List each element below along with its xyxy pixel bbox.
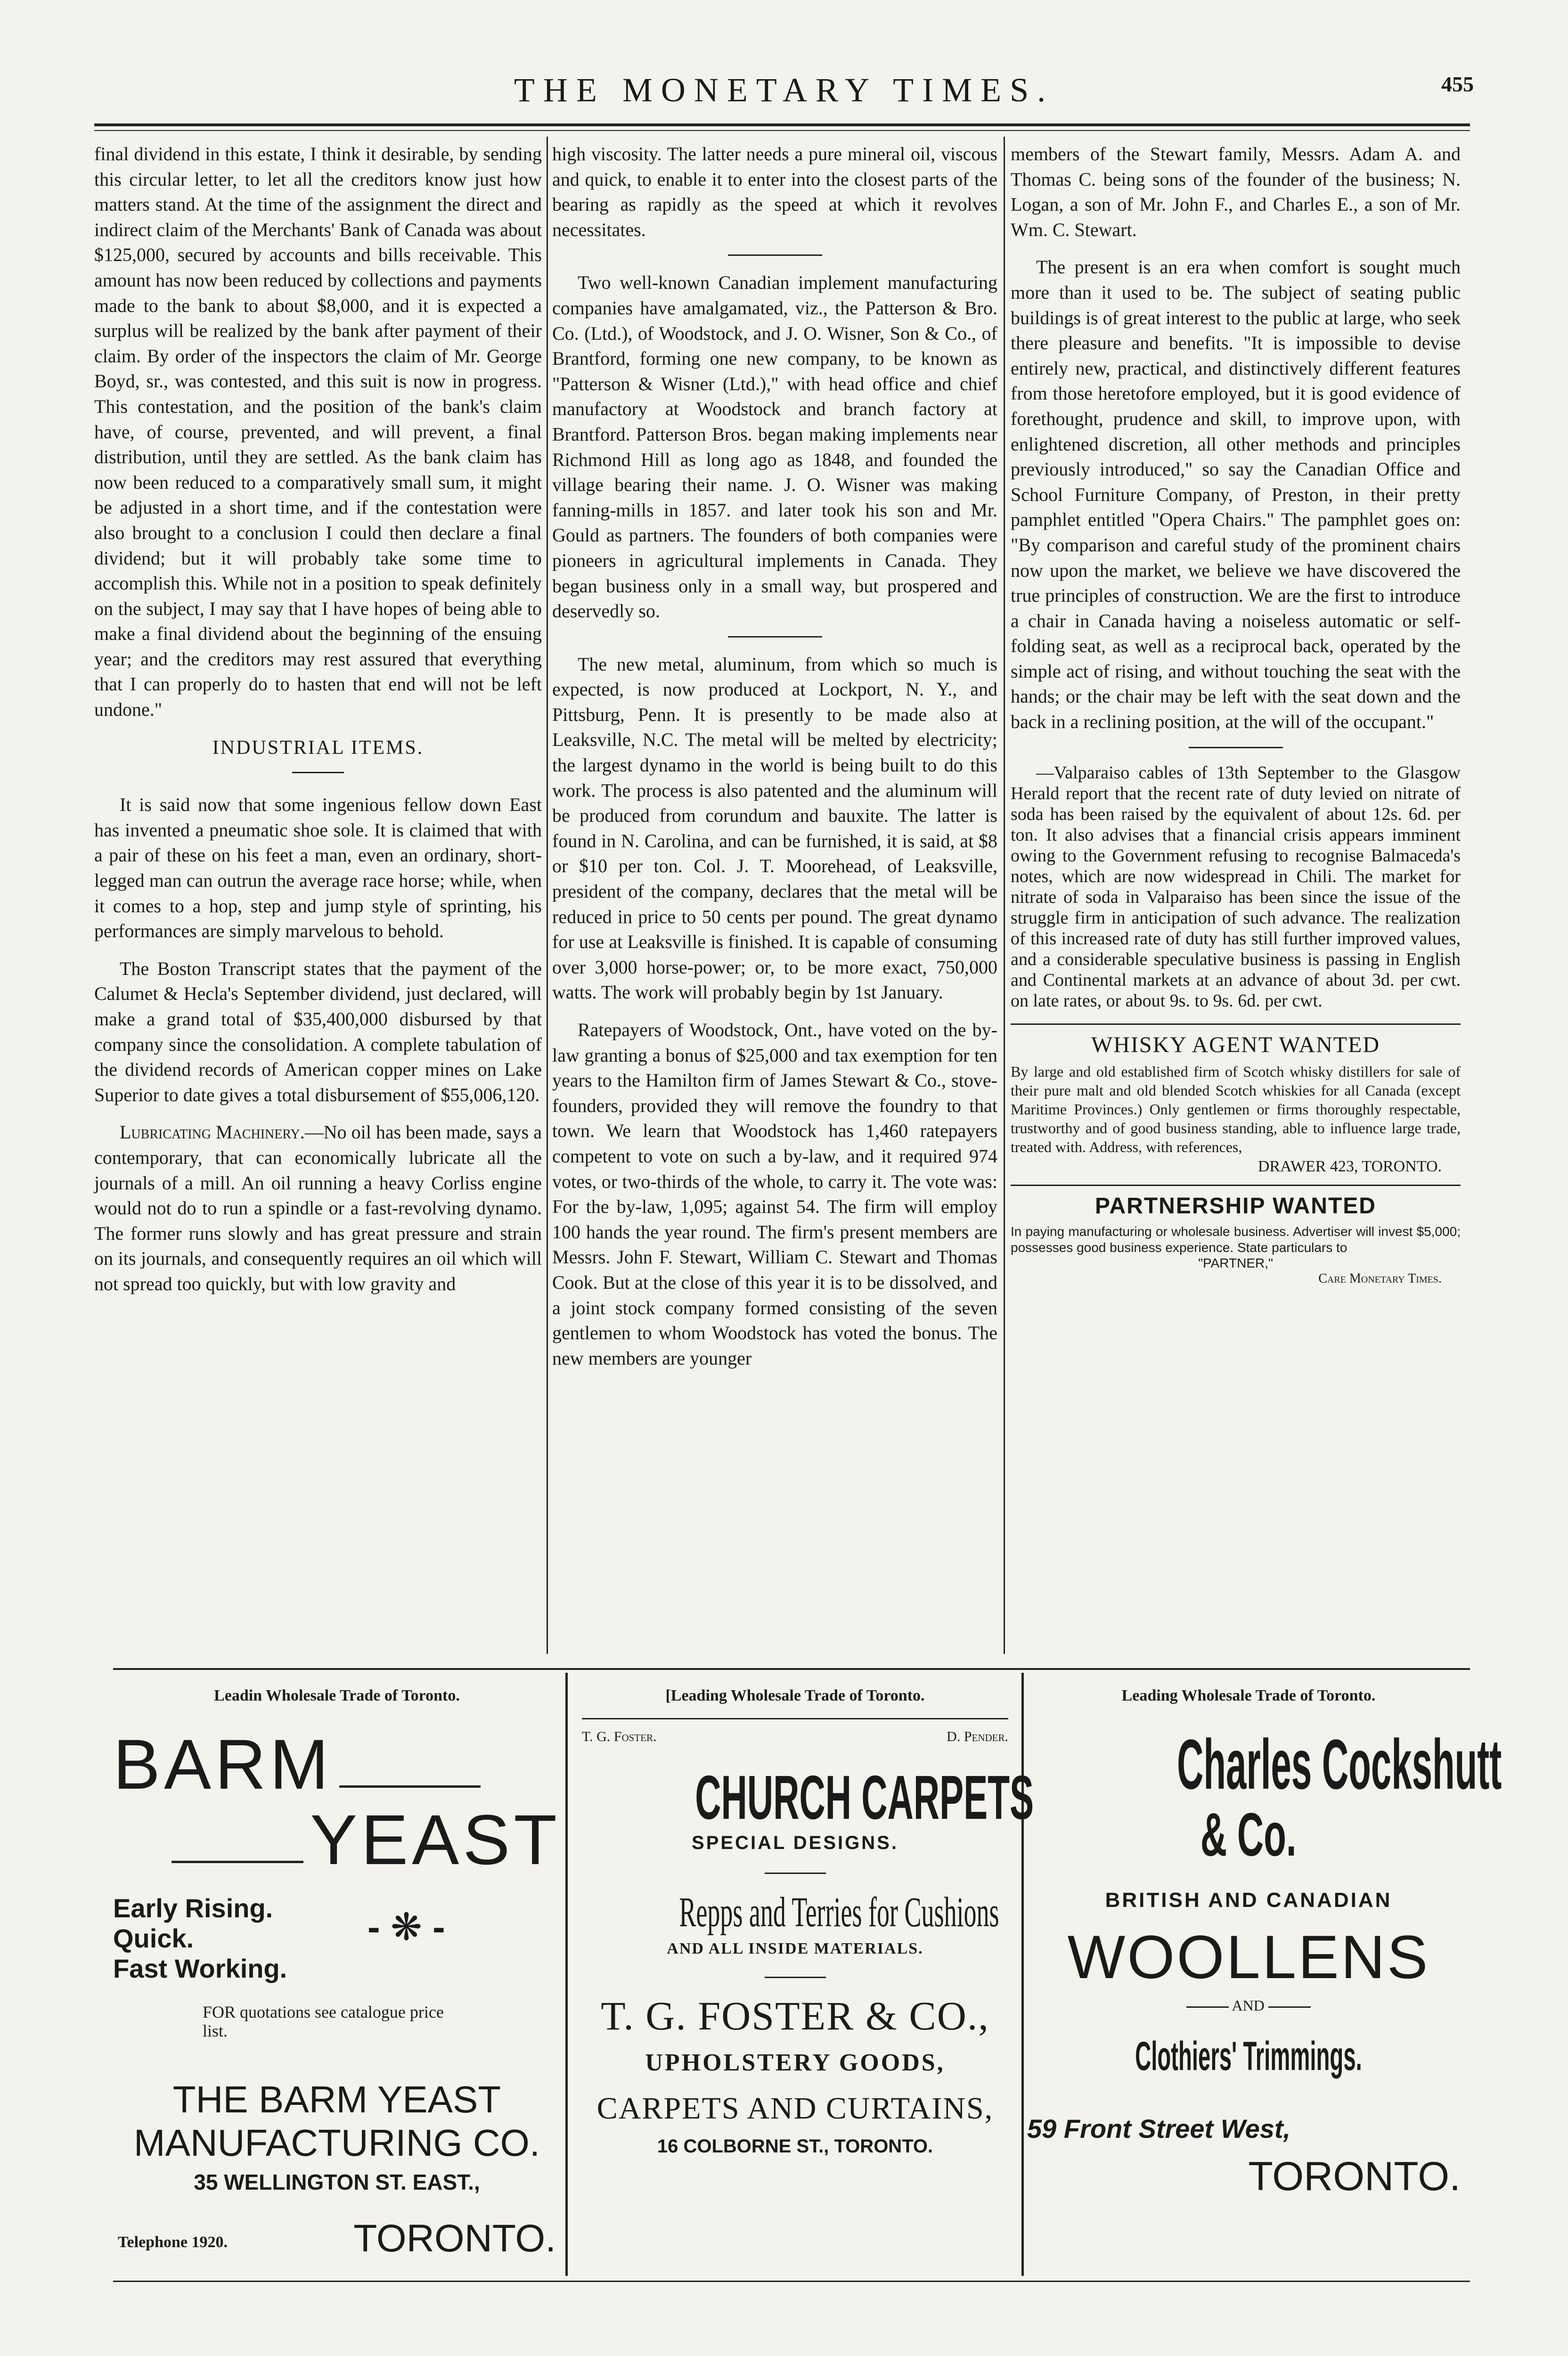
carpets-curtains: CARPETS AND CURTAINS, (596, 2091, 994, 2126)
column-divider-1 (547, 137, 548, 1654)
company-co: & Co. (1200, 1800, 1297, 1869)
divider (728, 254, 822, 256)
whisky-ad-address: DRAWER 423, TORONTO. (1258, 1158, 1442, 1176)
divider (765, 1873, 826, 1874)
partnership-ad-care: Care Monetary Times. (1318, 1271, 1442, 1286)
feature-line: Early Rising. (113, 1893, 273, 1923)
whisky-ad-body: By large and old established firm of Scotch whisky distillers for sale of their pure malt and old blended Scotch whiskies for all Canada (except Maritime Provinces.) Only gentlemen or firms thoroughly respectable, trustworthy and of good business standing, able to influence large trade, treated with. Address, with references, (1011, 1063, 1461, 1156)
barm-yeast-ad (113, 1677, 561, 2276)
partnership-ad-body: In paying manufacturing or wholesale business. Advertiser will invest $5,000; possesses good business experience. State particulars to (1011, 1224, 1461, 1255)
company-name: T. G. FOSTER & CO., (601, 1993, 989, 2038)
article-column-3 (1011, 141, 1461, 1287)
telephone: Telephone 1920. (118, 2233, 228, 2251)
partner-left: T. G. Foster. (582, 1729, 657, 1744)
special-designs: SPECIAL DESIGNS. (692, 1832, 898, 1853)
ad-rule (1011, 1023, 1461, 1025)
feature-line: Fast Working. (113, 1954, 287, 1983)
ad-address: 16 COLBORNE ST., TORONTO. (657, 2136, 933, 2157)
partnership-ad-name: "PARTNER," (1198, 1255, 1273, 1270)
headline: CHURCH CARPETS (695, 1763, 1034, 1832)
article-column-2 (552, 141, 997, 1383)
inside-materials: AND ALL INSIDE MATERIALS. (667, 1940, 923, 1957)
paragraph: Ratepayers of Woodstock, Ont., have voted on the by-law granting a bonus of $25,000 and tax exemption for ten years to the Hamilton firm of James Stewart & Co., stove-founders, provided they will remove the foundry to that town. We learn that Woodstock has 1,460 ratepayers competent to vote on such a by-law, and it required 974 votes, or two-thirds of the whole, to carry it. The vote was: For the by-law, 1,095; against 54. The firm will employ 100 hands the year round. The firm's present members are Messrs. John F. Stewart, William C. Stewart and Thomas Cook. But at the close of this year it is to be dissolved, and a joint stock company formed consisting of the seven gentlemen to whom Woodstock has voted the bonus. The new members are younger (552, 1019, 997, 1369)
asterism-icon: - ❋ - (368, 1906, 445, 1948)
cockshutt-ad (1027, 1677, 1502, 2276)
feature-line: Quick. (113, 1923, 194, 1953)
line-decoration (1186, 2006, 1229, 2008)
and-word: AND (1232, 1997, 1265, 2014)
paragraph (94, 1120, 542, 1296)
article-column-1 (94, 141, 542, 1309)
paragraph-body: —No oil has been made, says a contemporary, that can economically lubricate all the journals of a mill. An oil running a heavy Corliss engine would not do to run a spindle or a fast-revolving dynamo. The former runs slowly and has great pressure and strain on its journals, and consequently requires an oil which will not spread too quickly, but with low gravity and (94, 1121, 542, 1294)
column-divider-2 (1004, 137, 1005, 1654)
yeast-word: YEAST (310, 1800, 561, 1879)
trimmings: Clothiers' Trimmings. (1135, 2034, 1362, 2079)
divider (728, 636, 822, 638)
ad-kicker: [Leading Wholesale Trade of Toronto. (665, 1687, 925, 1704)
ad-kicker: Leading Wholesale Trade of Toronto. (1121, 1687, 1376, 1704)
ad-city: TORONTO. (353, 2217, 556, 2260)
company-name-2: MANUFACTURING CO. (133, 2122, 540, 2164)
paragraph: The new metal, aluminum, from which so much is expected, is now produced at Lockport, N. Y., and Pittsburg, Penn. It is presently to be made also at Leaksville, N.C. The metal will be melted by electricity; the largest dynamo in the world is being built to do this work. The process is also patented and the aluminum will be produced from corundum and bauxite. The latter is found in N. Carolina, and can be furnished, it is said, at $8 or $10 per ton. Col. J. T. Moorehead, of Leaksville, president of the company, declares that the metal will be reduced in price to 50 cents per pound. The great dynamo for use at Leaksville is finished. It is capable of consuming over 3,000 horse-power; or, to be more exact, 750,000 watts. The work will probably begin by 1st January. (552, 653, 997, 1003)
ads-bottom-rule (113, 2281, 1470, 2282)
partnership-ad-title: PARTNERSHIP WANTED (1095, 1194, 1376, 1219)
paragraph: It is said now that some ingenious fellow down East has invented a pneumatic shoe sole. It is claimed that with a pair of these on his feet a man, even an ordinary, short-legged man can outrun the average race horse; while, when it comes to a hop, step and jump style of sprinting, his performances are simply marvelous to behold. (94, 794, 542, 942)
paragraph: high viscosity. The latter needs a pure mineral oil, viscous and quick, to enable it to enter into the closest parts of the bearing as rapidly as the speed at which it revolves necessitates. (552, 143, 997, 240)
ad-address: 59 Front Street West, (1027, 2114, 1291, 2143)
british-canadian: BRITISH AND CANADIAN (1105, 1889, 1392, 1912)
section-heading: INDUSTRIAL ITEMS. (212, 736, 424, 759)
whisky-ad-title: WHISKY AGENT WANTED (1091, 1032, 1380, 1057)
ad-kicker: Leadin Wholesale Trade of Toronto. (214, 1687, 460, 1704)
line-decoration (172, 1861, 303, 1863)
company-name: THE BARM YEAST (172, 2078, 501, 2120)
paragraph: —Valparaiso cables of 13th September to the Glasgow Herald report that the recent rate of duty levied on nitrate of soda has been raised by the equivalent of about 12s. 6d. per ton. It also advises that a financial crisis appears imminent owing to the Government refusing to recognise Balmaceda's notes, which are now widespread in Chili. The market for nitrate of soda in Valparaiso has been since the issue of the struggle firm in anticipation of such advance. The realization of this increased rate of duty has still further improved values, and a considerable speculative business is passing in English and Continental markets at an advance of about 3d. per cwt. on late rates, or about 9s. to 9s. 6d. per cwt. (1011, 762, 1461, 1011)
page-number: 455 (1441, 72, 1474, 96)
ad-city: TORONTO. (1248, 2154, 1461, 2199)
header-rule-thin (94, 130, 1470, 131)
ads-top-rule (113, 1668, 1470, 1670)
header-rule (94, 123, 1470, 126)
heading-rule (292, 772, 344, 773)
paragraph: The Boston Transcript states that the payment of the Calumet & Hecla's September dividend, just declared, will make a grand total of $35,400,000 disbursed by that company since the consolidation. A complete tabulation of the dividend records of American copper mines on Lake Superior to date gives a total disbursement of $55,006,120. (94, 957, 542, 1105)
company-name: Charles Cockshutt (1177, 1725, 1502, 1804)
paragraph-lead: Lubricating Machinery. (120, 1121, 305, 1143)
quotation-note: FOR quotations see catalogue price list. (203, 2003, 444, 2040)
divider (765, 1977, 826, 1978)
ad-address: 35 WELLINGTON ST. EAST., (194, 2170, 480, 2194)
upholstery: UPHOLSTERY GOODS, (645, 2049, 945, 2076)
line-decoration (339, 1785, 481, 1788)
woollens: WOOLLENS (1067, 1922, 1430, 1991)
barm-word: BARM (113, 1725, 333, 1804)
foster-carpets-ad (572, 1677, 1034, 2276)
partner-right: D. Pender. (947, 1729, 1008, 1744)
paragraph: Two well-known Canadian implement manufacturing companies have amalgamated, viz., the Patterson & Bro. Co. (Ltd.), of Woodstock, and J. O. Wisner, Son & Co., of Brantford, forming one new company, to be known as "Patterson & Wisner (Ltd.)," with head office and chief manufactory at Woodstock and branch factory at Brantford. Patterson Bros. began making implements near Richmond Hill as long ago as 1848, and founded the village bearing their name. J. O. Wisner was making fanning-mills in 1857. and later took his son and Mr. Gould as partners. The founders of both companies were pioneers in agricultural implements in Canada. They began business only in a small way, but prospered and deservedly so. (552, 272, 997, 622)
ads-divider-1 (565, 1673, 568, 2276)
ad-rule (1011, 1185, 1461, 1186)
paragraph: final dividend in this estate, I think it desirable, by sending this circular letter, to let all the creditors know just how matters stand. At the time of the assignment the direct and indirect claim of the Merchants' Bank of Canada was about $125,000, secured by accounts and bills receivable. This amount has now been reduced by collections and payments made to the bank to about $8,000, and it is expected a surplus will be realized by the bank after payment of their claim. By order of the inspectors the claim of Mr. George Boyd, sr., was contested, and this suit is now in progress. This contestation, and the position of the bank's claim have, of course, prevented, and will prevent, a final distribution, until they are settled. As the bank claim has now been reduced to a comparatively small sum, it might be adjusted in a short time, and if the contestation were also brought to a conclusion I could then declare a final dividend; but it will probably take some time to accomplish this. While not in a position to speak definitely on the subject, I may say that I have hopes of being able to make a final dividend about the beginning of the ensuing year; and the creditors may rest assured that everything that I can properly do to hasten that end will not be left undone." (94, 143, 542, 720)
paragraph: The present is an era when comfort is sought much more than it used to be. The subject of seating public buildings is of great interest to the public at large, who seek there pleasure and benefits. "It is impossible to devise entirely new, practical, and distinctively different features from those heretofore employed, but it is good evidence of forethought, prudence and skill, to improve upon, with enlightened discretion, all other methods and principles previously introduced," so say the Canadian Office and School Furniture Company, of Preston, in their pretty pamphlet entitled "Opera Chairs." The pamphlet goes on: "By comparison and careful study of the prominent chairs now upon the market, we believe we have discovered the true principles of construction. We are the first to introduce a chair in Canada having a noiseless automatic or self-folding seat, as well as a reciprocal back, operated by the simple act of rising, and without touching the seat with the hands; or the chair may be left with the seat down and the back in a reclining position, at the will of the occupant." (1011, 256, 1461, 733)
repps-line: Repps and Terries for Cushions (679, 1889, 999, 1936)
divider (1189, 747, 1283, 748)
paragraph: members of the Stewart family, Messrs. Adam A. and Thomas C. being sons of the founder of the business; N. Logan, a son of Mr. John F., and Charles E., a son of Mr. Wm. C. Stewart. (1011, 143, 1461, 240)
line-decoration (1268, 2006, 1311, 2008)
masthead-title: THE MONETARY TIMES. (514, 71, 1054, 109)
